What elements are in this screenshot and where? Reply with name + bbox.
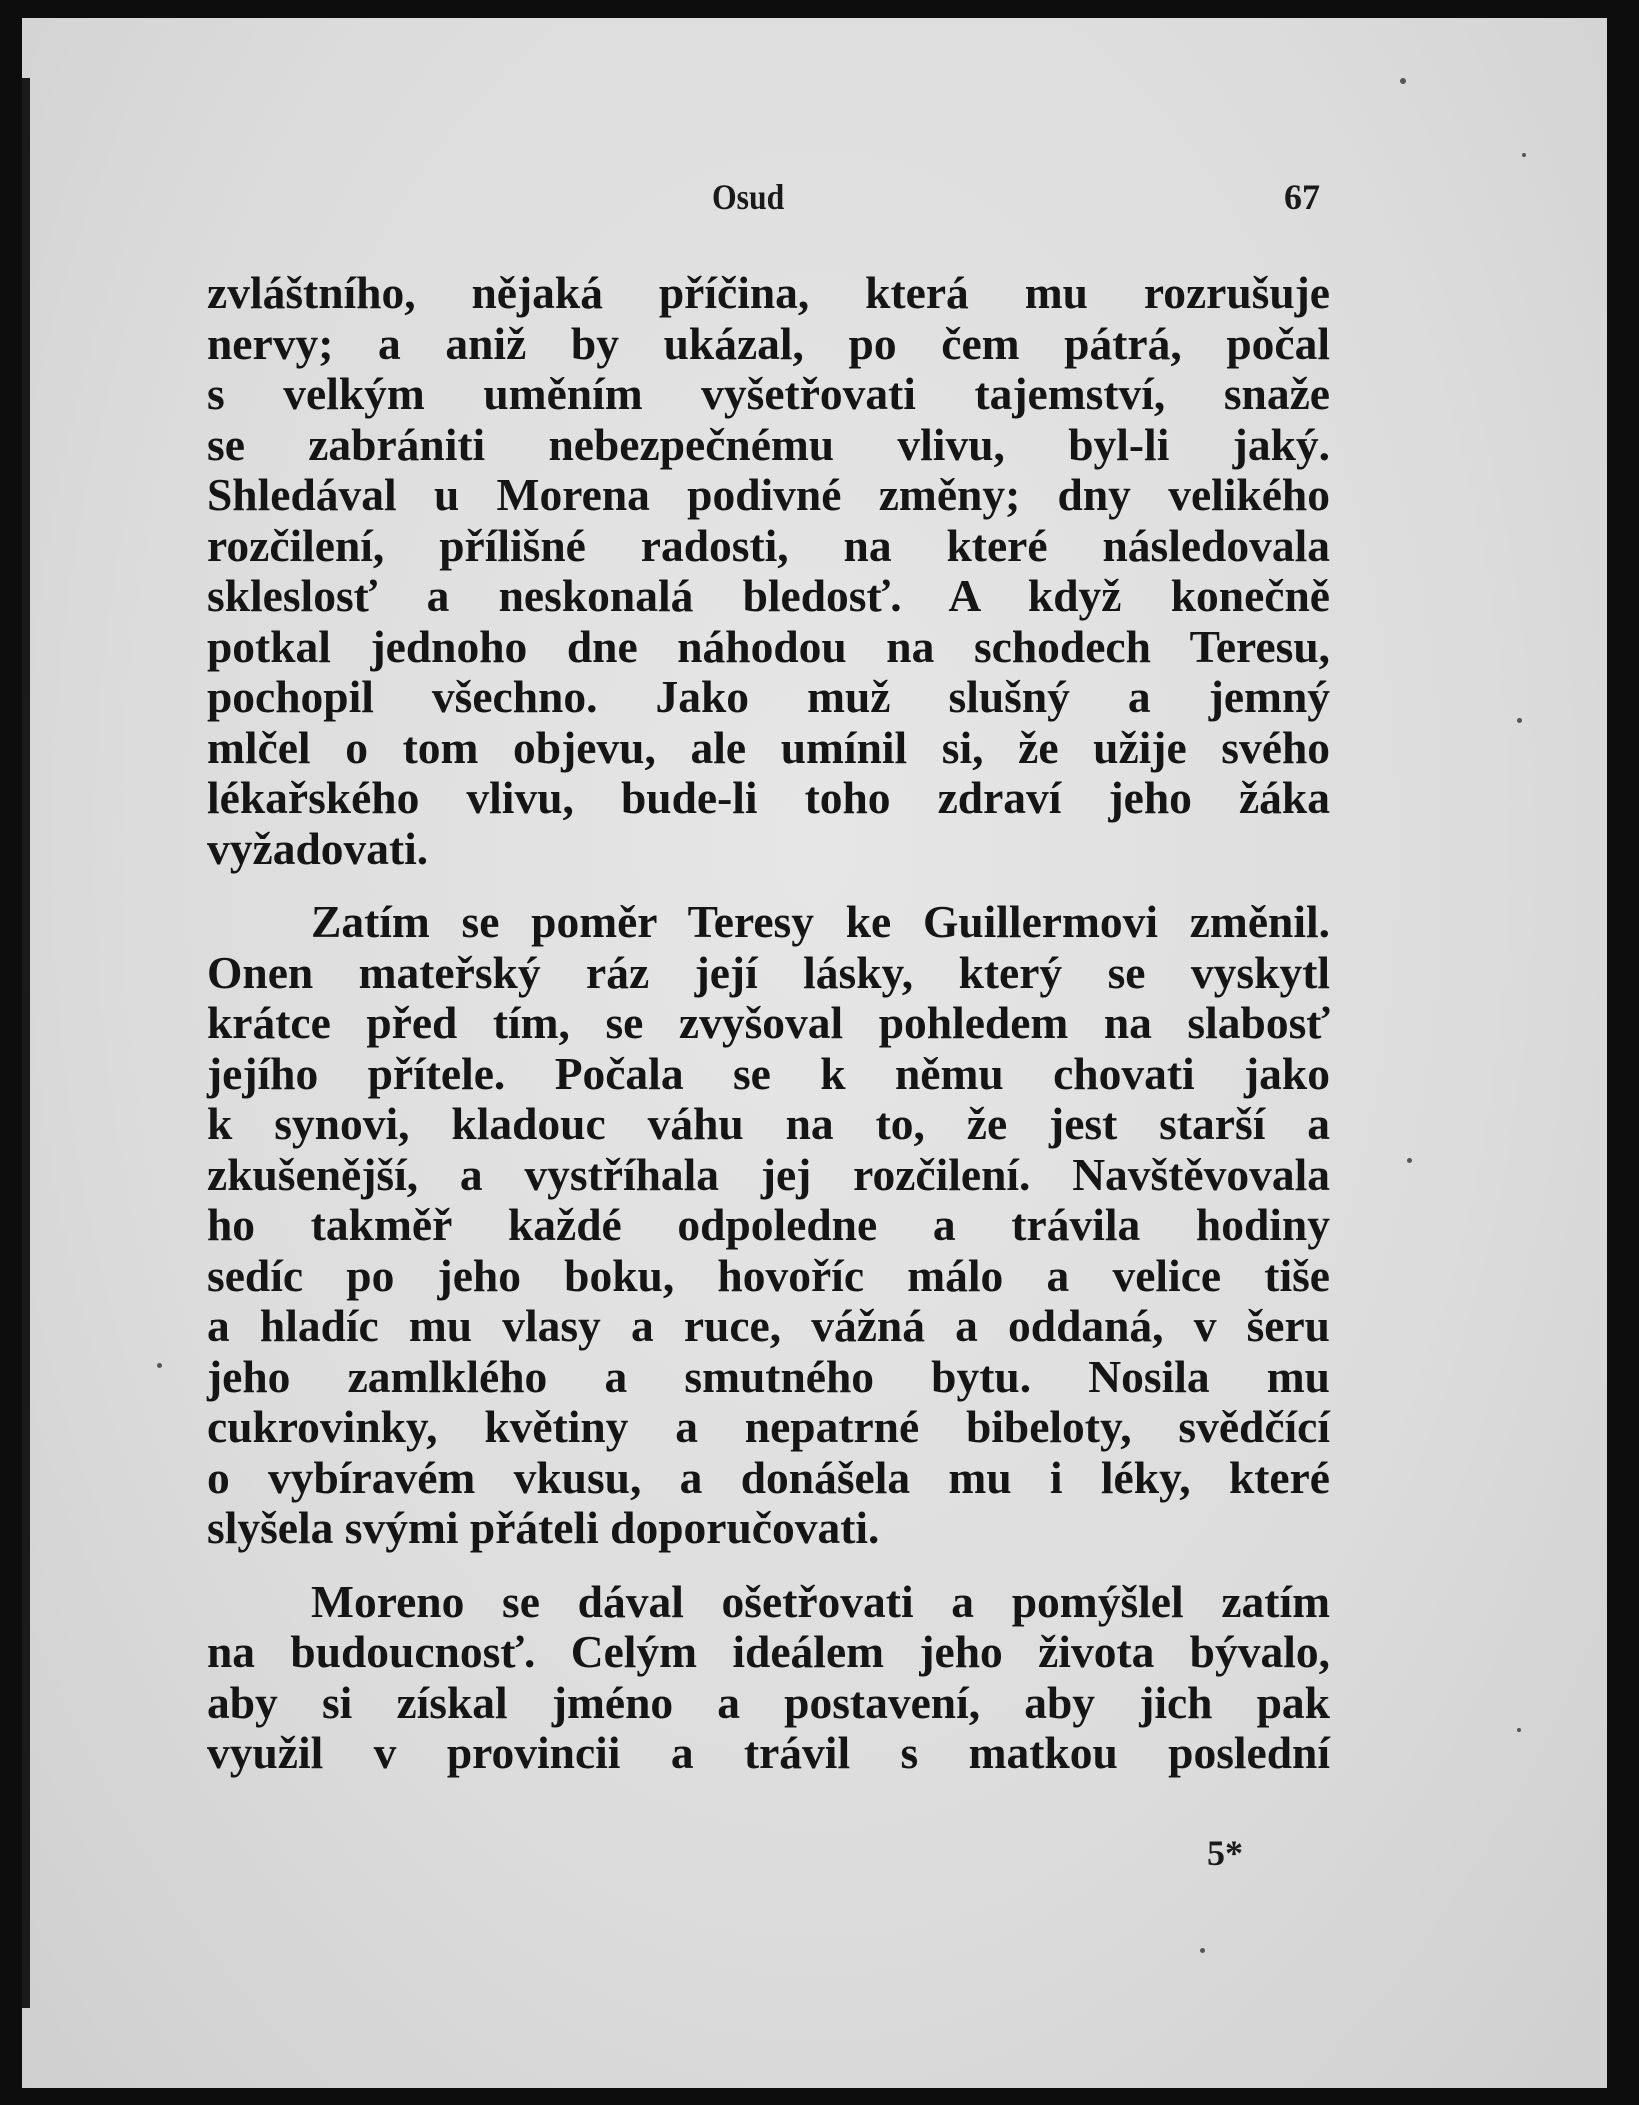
text-line: jeho zamlklého a smutného bytu. Nosila mu <box>207 1350 1330 1402</box>
text-line: Shledával u Morena podivné změny; dny velikého <box>207 469 1330 520</box>
text-line: Moreno se dával ošetřovati a pomýšlel zatím <box>311 1575 1330 1627</box>
text-line: skleslosť a neskonalá bledosť. A když konečně <box>207 570 1330 621</box>
text-line: a hladíc mu vlasy a ruce, vážná a oddaná, v šeru <box>207 1300 1330 1351</box>
text-line: zkušenější, a vystříhala jej rozčilení. Navštěvovala <box>207 1148 1330 1200</box>
text-line: ho takměř každé odpoledne a trávila hodiny <box>207 1199 1330 1250</box>
paper-speck <box>1400 78 1406 84</box>
text-line: lékařského vlivu, bude-li toho zdraví jeho žáka <box>207 772 1330 823</box>
signature-mark: 5* <box>1207 1833 1243 1873</box>
text-line: vyžadovati. <box>207 822 429 874</box>
paragraph-2 <box>207 897 1330 1554</box>
paper-speck <box>1517 718 1522 723</box>
text-line: mlčel o tom objevu, ale umínil si, že užije svého <box>207 721 1330 773</box>
text-line: Zatím se poměr Teresy ke Guillermovi změnil. <box>311 896 1330 947</box>
text-line: nervy; a aniž by ukázal, po čem pátrá, počal <box>207 317 1330 369</box>
text-line: využil v provincii a trávil s matkou poslední <box>207 1727 1330 1778</box>
page-header <box>22 176 1607 226</box>
text-line: zvláštního, nějaká příčina, která mu rozrušuje <box>207 267 1330 318</box>
binding-edge <box>22 78 30 2008</box>
text-line: slyšela svými přáteli doporučovati. <box>207 1502 880 1553</box>
paper-speck <box>1517 1728 1521 1732</box>
page-number: 67 <box>1284 177 1320 217</box>
paragraph-3 <box>207 1577 1330 1779</box>
body-text <box>207 268 1330 1779</box>
text-line: rozčilení, přílišné radosti, na které následovala <box>207 519 1330 571</box>
text-line: o vybíravém vkusu, a donášela mu i léky, které <box>207 1451 1330 1503</box>
text-line: sedíc po jeho boku, hovoříc málo a velice tiše <box>207 1249 1330 1301</box>
text-line: jejího přítele. Počala se k němu chovati jako <box>207 1047 1330 1099</box>
text-line: Onen mateřský ráz její lásky, který se vyskytl <box>207 946 1330 998</box>
paper-speck <box>157 1363 162 1368</box>
text-line: potkal jednoho dne náhodou na schodech Teresu, <box>207 620 1330 672</box>
running-title: Osud <box>712 177 785 217</box>
paper-speck <box>1200 1948 1205 1953</box>
paper-speck <box>1522 153 1526 157</box>
text-line: se zabrániti nebezpečnému vlivu, byl-li jaký. <box>207 418 1330 470</box>
text-line: pochopil všechno. Jako muž slušný a jemný <box>207 671 1330 722</box>
text-line: cukrovinky, květiny a nepatrné bibeloty, svědčící <box>207 1401 1330 1452</box>
paper-speck <box>1407 1158 1412 1163</box>
paragraph-1 <box>207 268 1330 874</box>
text-line: krátce před tím, se zvyšoval pohledem na slabosť <box>207 997 1330 1048</box>
book-page <box>22 18 1607 2088</box>
text-line: s velkým uměním vyšetřovati tajemství, snaže <box>207 368 1330 419</box>
text-line: aby si získal jméno a postavení, aby jich pak <box>207 1676 1330 1728</box>
text-line: na budoucnosť. Celým ideálem jeho života bývalo, <box>207 1626 1330 1677</box>
text-line: k synovi, kladouc váhu na to, že jest starší a <box>207 1098 1330 1149</box>
